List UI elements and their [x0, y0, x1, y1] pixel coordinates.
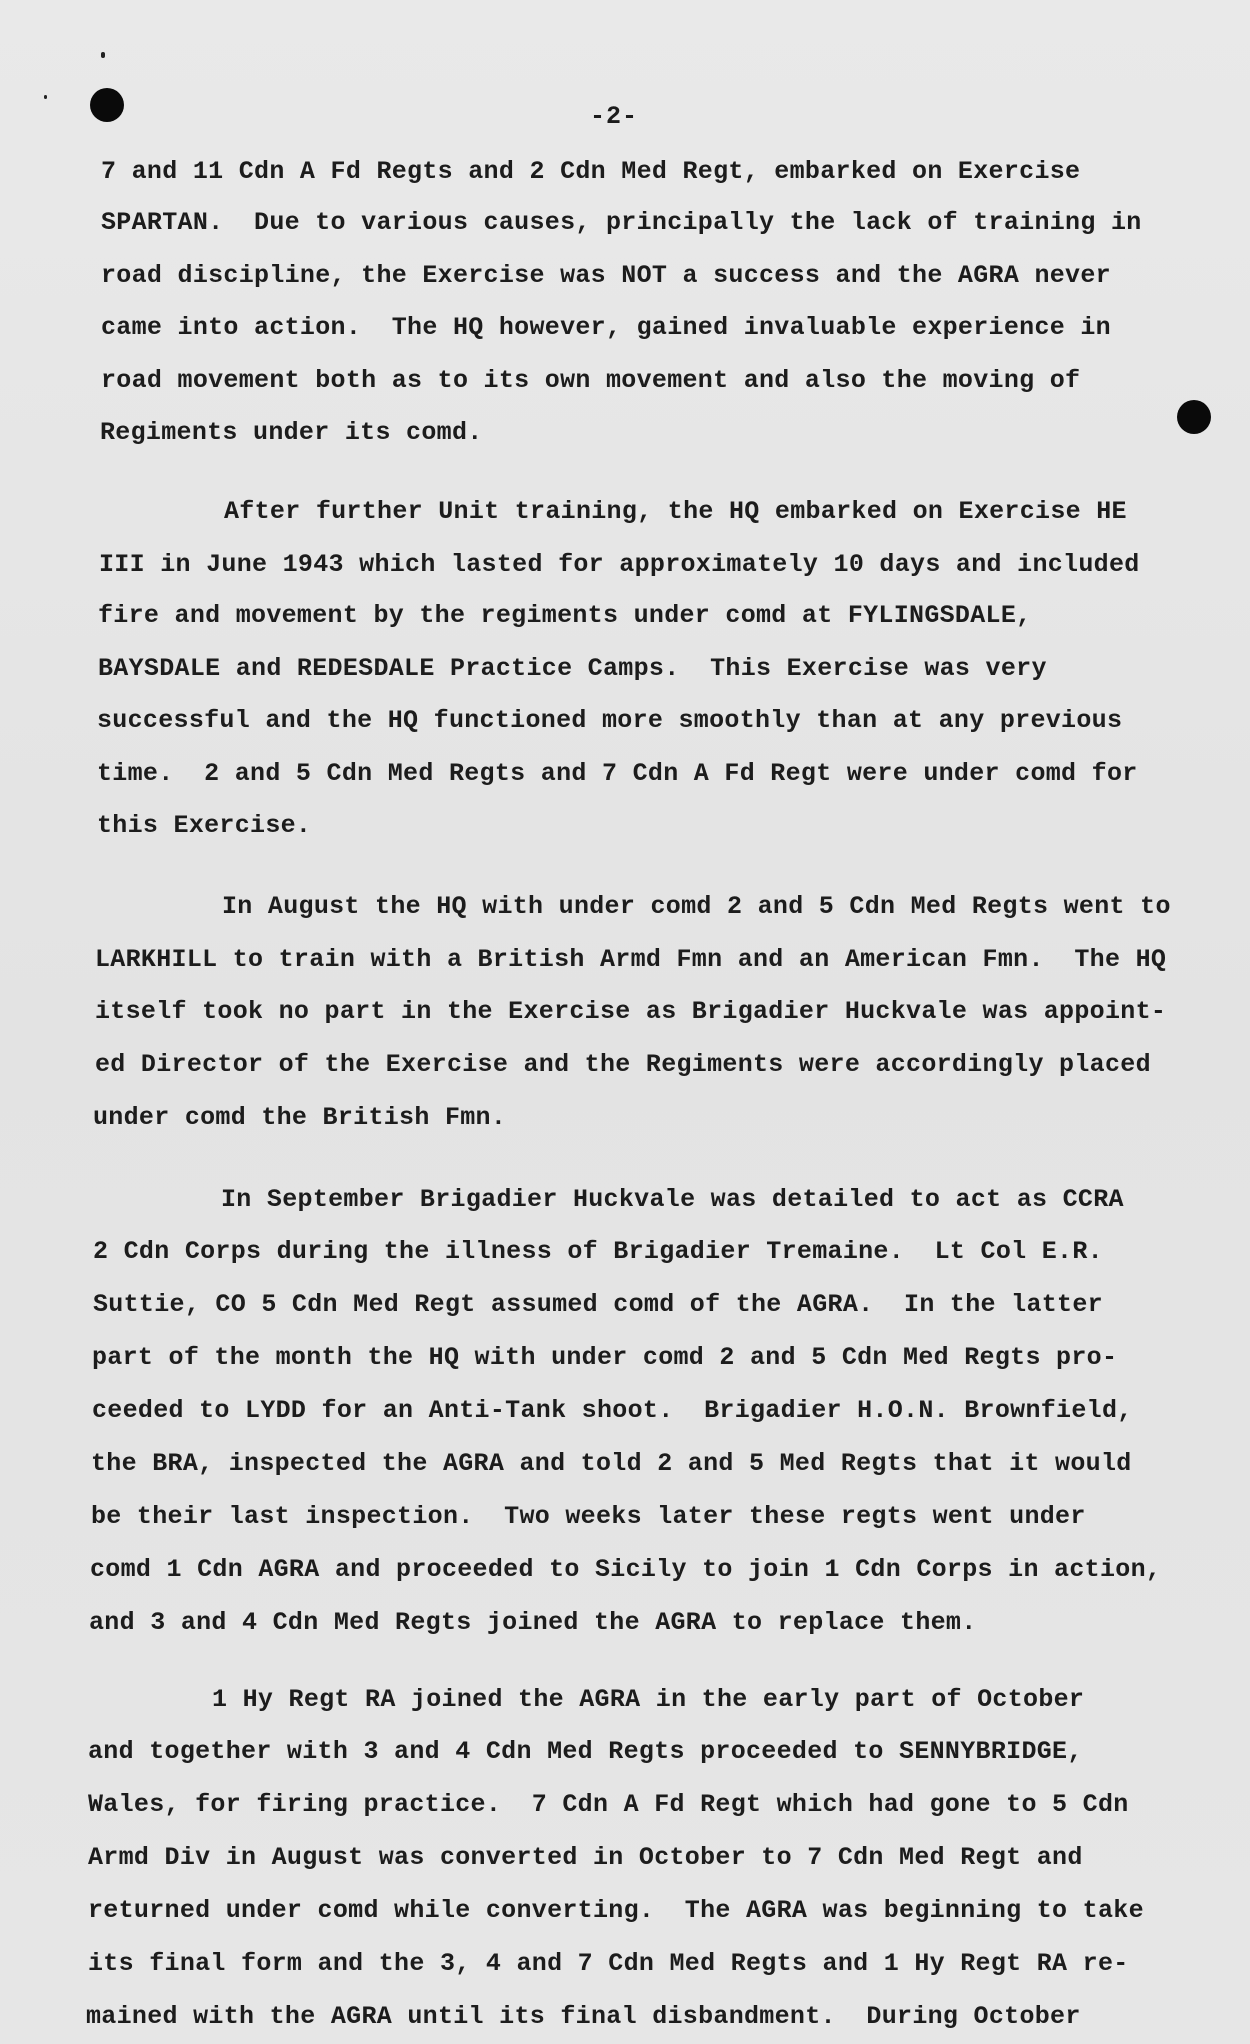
text-line: In September Brigadier Huckvale was detailed to act as CCRA: [221, 1185, 1124, 1214]
text-line: itself took no part in the Exercise as Brigadier Huckvale was appoint-: [95, 997, 1167, 1026]
text-line: be their last inspection. Two weeks later these regts went under: [91, 1502, 1086, 1531]
text-line: returned under comd while converting. The AGRA was beginning to take: [88, 1896, 1144, 1925]
text-line: the BRA, inspected the AGRA and told 2 and 5 Med Regts that it would: [91, 1449, 1132, 1478]
text-line: III in June 1943 which lasted for approximately 10 days and included: [99, 550, 1140, 579]
text-line: After further Unit training, the HQ embarked on Exercise HE: [224, 497, 1127, 526]
punch-hole: [90, 88, 124, 122]
text-line: In August the HQ with under comd 2 and 5 Cdn Med Regts went to: [222, 892, 1171, 921]
text-line: under comd the British Fmn.: [93, 1103, 507, 1132]
text-line: BAYSDALE and REDESDALE Practice Camps. This Exercise was very: [98, 654, 1047, 683]
text-line: SPARTAN. Due to various causes, principally the lack of training in: [101, 208, 1142, 237]
text-line: and together with 3 and 4 Cdn Med Regts proceeded to SENNYBRIDGE,: [88, 1737, 1083, 1766]
text-line: came into action. The HQ however, gained invaluable experience in: [101, 313, 1111, 342]
text-line: road discipline, the Exercise was NOT a success and the AGRA never: [101, 261, 1111, 290]
text-line: Suttie, CO 5 Cdn Med Regt assumed comd of the AGRA. In the latter: [93, 1290, 1103, 1319]
text-line: its final form and the 3, 4 and 7 Cdn Med Regts and 1 Hy Regt RA re-: [88, 1949, 1129, 1978]
text-line: part of the month the HQ with under comd 2 and 5 Cdn Med Regts pro-: [92, 1343, 1118, 1372]
text-line: Wales, for firing practice. 7 Cdn A Fd Regt which had gone to 5 Cdn: [88, 1790, 1129, 1819]
text-line: mained with the AGRA until its final disbandment. During October: [86, 2002, 1081, 2031]
page-number: -2-: [590, 102, 639, 131]
text-line: 1 Hy Regt RA joined the AGRA in the early part of October: [212, 1685, 1085, 1714]
text-line: Regiments under its comd.: [100, 418, 483, 447]
text-line: LARKHILL to train with a British Armd Fmn and an American Fmn. The HQ: [95, 945, 1167, 974]
speck: [44, 95, 47, 99]
text-line: and 3 and 4 Cdn Med Regts joined the AGRA to replace them.: [89, 1608, 977, 1637]
text-line: ed Director of the Exercise and the Regiments were accordingly placed: [95, 1050, 1151, 1079]
text-line: this Exercise.: [97, 811, 312, 840]
text-line: 2 Cdn Corps during the illness of Brigadier Tremaine. Lt Col E.R.: [93, 1237, 1103, 1266]
text-line: 7 and 11 Cdn A Fd Regts and 2 Cdn Med Regt, embarked on Exercise: [101, 157, 1081, 186]
text-line: successful and the HQ functioned more smoothly than at any previous: [97, 706, 1123, 735]
text-line: ceeded to LYDD for an Anti-Tank shoot. Brigadier H.O.N. Brownfield,: [92, 1396, 1133, 1425]
text-line: time. 2 and 5 Cdn Med Regts and 7 Cdn A Fd Regt were under comd for: [97, 759, 1138, 788]
text-line: fire and movement by the regiments under comd at FYLINGSDALE,: [98, 601, 1032, 630]
text-line: Armd Div in August was converted in October to 7 Cdn Med Regt and: [88, 1843, 1083, 1872]
text-line: road movement both as to its own movement and also the moving of: [101, 366, 1081, 395]
punch-hole: [1177, 400, 1211, 434]
text-line: comd 1 Cdn AGRA and proceeded to Sicily to join 1 Cdn Corps in action,: [90, 1555, 1162, 1584]
speck: [101, 52, 105, 58]
